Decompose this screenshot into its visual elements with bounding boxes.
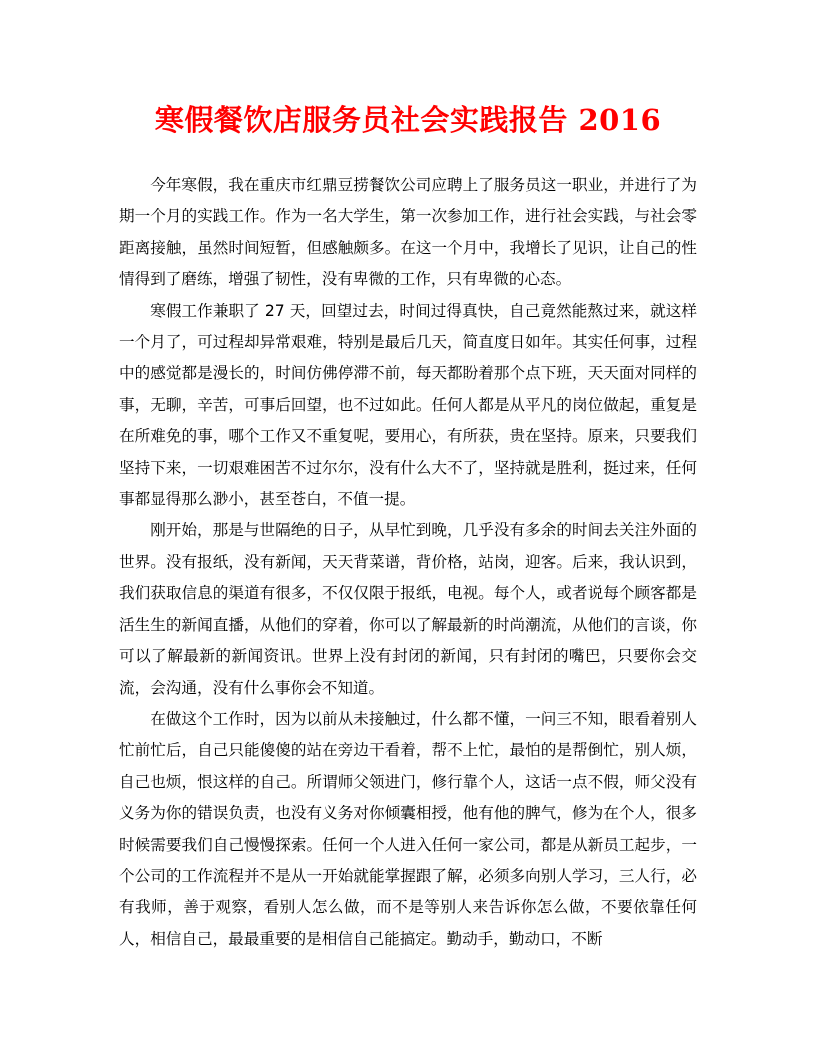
document-body: [119, 170, 697, 955]
paragraph-2: 寒假工作兼职了 27 天，回望过去，时间过得真快，自己竟然能熬过来，就这样一个月了，可过程却异常艰难，特别是最后几天，简直度日如年。其实任何事，过程中的感觉都是漫长的，时间仿佛停滞不前，每天都盼着那个点下班，天天面对同样的事，无聊，辛苦，可事后回望，也不过如此。任何人都是从平凡的岗位做起，重复是在所难免的事，哪个工作又不重复呢，要用心，有所获，贵在坚持。原来，只要我们坚持下来，一切艰难困苦不过尔尔，没有什么大不了，坚持就是胜利，挺过来，任何事都显得那么渺小，甚至苍白，不值一提。: [119, 301, 697, 509]
paragraph-4: 在做这个工作时，因为以前从未接触过，什么都不懂，一问三不知，眼看着别人忙前忙后，自己只能傻傻的站在旁边干看着，帮不上忙，最怕的是帮倒忙，别人烦，自己也烦，恨这样的自己。所谓师父领进门，修行靠个人，这话一点不假，师父没有义务为你的错误负责，也没有义务对你倾囊相授，他有他的脾气，修为在个人，很多时候需要我们自己慢慢探索。任何一个人进入任何一家公司，都是从新员工起步，一个公司的工作流程并不是从一开始就能掌握跟了解，必须多向别人学习，三人行，必有我师，善于观察，看别人怎么做，而不是等别人来告诉你怎么做，不要依靠任何人，相信自己，最最重要的是相信自己能搞定。勤动手，勤动口，不断: [119, 709, 697, 948]
paragraph-3: 刚开始，那是与世隔绝的日子，从早忙到晚，几乎没有多余的时间去关注外面的世界。没有报纸，没有新闻，天天背菜谱，背价格，站岗，迎客。后来，我认识到，我们获取信息的渠道有很多，不仅仅限于报纸，电视。每个人，或者说每个顾客都是活生生的新闻直播，从他们的穿着，你可以了解最新的时尚潮流，从他们的言谈，你可以了解最新的新闻资讯。世界上没有封闭的新闻，只有封闭的嘴巴，只要你会交流，会沟通，没有什么事你会不知道。: [119, 521, 697, 697]
document-title: 寒假餐饮店服务员社会实践报告 2016: [154, 103, 662, 137]
paragraph-1: 今年寒假，我在重庆市红鼎豆捞餐饮公司应聘上了服务员这一职业，并进行了为期一个月的实践工作。作为一名大学生，第一次参加工作，进行社会实践，与社会零距离接触，虽然时间短暂，但感触颇多。在这一个月中，我增长了见识，让自己的性情得到了磨练，增强了韧性，没有卑微的工作，只有卑微的心态。: [119, 176, 697, 289]
